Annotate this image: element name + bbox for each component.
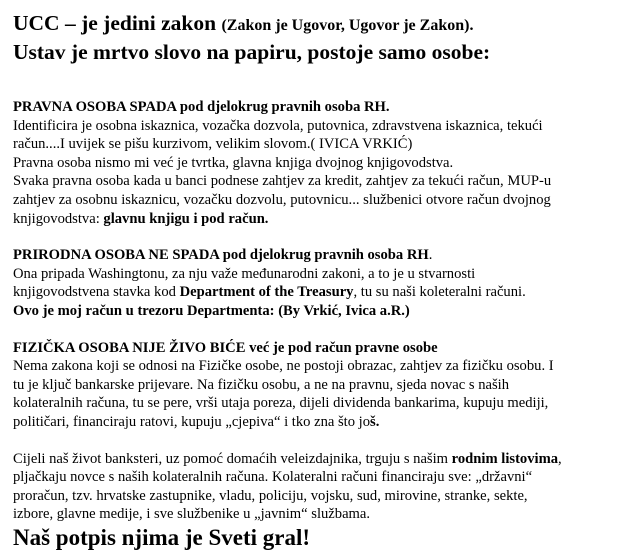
fizicka-line-last bbox=[13, 413, 625, 432]
fizicka-text: političari, financiraju ratovi, kupuju „cjepiva“ i tko zna što jo bbox=[13, 413, 371, 430]
prirodna-text: knjigovodstvena stavka kod bbox=[13, 284, 180, 301]
spacer bbox=[13, 432, 625, 450]
prirodna-account-line: Ovo je moj račun u trezoru Departmenta: (By Vrkić, Ivica a.R.) bbox=[13, 302, 410, 319]
section-fizicka-osoba bbox=[13, 339, 625, 432]
section-zivot bbox=[13, 450, 625, 524]
zivot-line: izbore, glavne medije, i sve službenike u „javnim“ službama. bbox=[13, 506, 371, 523]
department-treasury: Department of the Treasury bbox=[179, 284, 354, 301]
document-page bbox=[13, 10, 625, 552]
spacer bbox=[13, 321, 625, 339]
zivot-line: proračun, tzv. hrvatske zastupnike, vladu, policiju, vojsku, sud, mirovine, stranke, sekte, bbox=[13, 487, 528, 504]
zivot-line: pljačkaju novce s naših kolateralnih računa. Kolateralni računi financiraju sve: „državni“ bbox=[13, 469, 533, 486]
zivot-text: Cijeli naš život banksteri, uz pomoć domaćih veleizdajnika, trguju s našim bbox=[13, 450, 452, 467]
pravna-line: Pravna osoba nismo mi već je tvrtka, glavna knjiga dvojnog knjigovodstva. bbox=[13, 154, 454, 171]
heading-line-2: Ustav je mrtvo slovo na papiru, postoje samo osobe: bbox=[13, 40, 491, 64]
prirodna-title bbox=[13, 246, 625, 265]
pravna-line: zahtjev za osobnu iskaznicu, vozačku dozvolu, putovnicu... službenici otvore račun dvojnog bbox=[13, 191, 551, 208]
heading-parenthetical: (Zakon je Ugovor, Ugovor je Zakon). bbox=[221, 17, 474, 34]
prirodna-title-end: . bbox=[428, 247, 433, 264]
pravna-line: Identificira je osobna iskaznica, vozačka dozvola, putovnica, zdravstvena iskaznica, tekući bbox=[13, 117, 543, 134]
fizicka-line: kolateralnih računa, tu se pere, vrši utaja poreza, dijeli dividenda bankarima, kupuju mediji, bbox=[13, 395, 549, 412]
heading-main: UCC – je jedini zakon bbox=[13, 11, 217, 35]
pravna-title: PRAVNA OSOBA SPADA pod djelokrug pravnih osoba RH. bbox=[13, 99, 390, 115]
prirodna-text: , tu su naši koleteralni računi. bbox=[353, 284, 526, 301]
fizicka-line: Nema zakona koji se odnosi na Fizičke osobe, ne postoji obrazac, zahtjev za fizičku osobu. I bbox=[13, 358, 554, 375]
section-pravna-osoba bbox=[13, 98, 625, 228]
fizicka-line: tu je ključ bankarske prijevare. Na fizičku osobu, a ne na pravnu, sjeda novac s naših bbox=[13, 376, 510, 393]
pravna-line-last bbox=[13, 210, 625, 229]
prirodna-title-bold: PRIRODNA OSOBA NE SPADA pod djelokrug pravnih osoba RH bbox=[13, 247, 429, 264]
section-prirodna-osoba bbox=[13, 246, 625, 320]
pravna-line: Svaka pravna osoba kada u banci podnese zahtjev za kredit, zahtjev za tekući račun, MUP-u bbox=[13, 173, 552, 190]
fizicka-title: FIZIČKA OSOBA NIJE ŽIVO BIĆE već je pod račun pravne osobe bbox=[13, 339, 438, 356]
zivot-line bbox=[13, 450, 625, 469]
rodni-listovi: rodnim listovima bbox=[451, 450, 559, 467]
prirodna-line bbox=[13, 283, 625, 302]
prirodna-line: Ona pripada Washingtonu, za nju važe međunarodni zakoni, a to je u stvarnosti bbox=[13, 265, 476, 282]
fizicka-emphasis: š. bbox=[370, 413, 380, 430]
spacer bbox=[13, 65, 625, 98]
zivot-text: , bbox=[558, 450, 562, 467]
pravna-emphasis: glavnu knjigu i pod račun. bbox=[103, 210, 269, 227]
pravna-line: račun....I uvijek se pišu kurzivom, velikim slovom.( IVICA VRKIĆ) bbox=[13, 136, 413, 153]
closing-statement: Naš potpis njima je Sveti gral! bbox=[13, 524, 311, 550]
heading-line-1 bbox=[13, 10, 625, 39]
pravna-text: knjigovodstva: bbox=[13, 210, 104, 227]
spacer bbox=[13, 228, 625, 246]
